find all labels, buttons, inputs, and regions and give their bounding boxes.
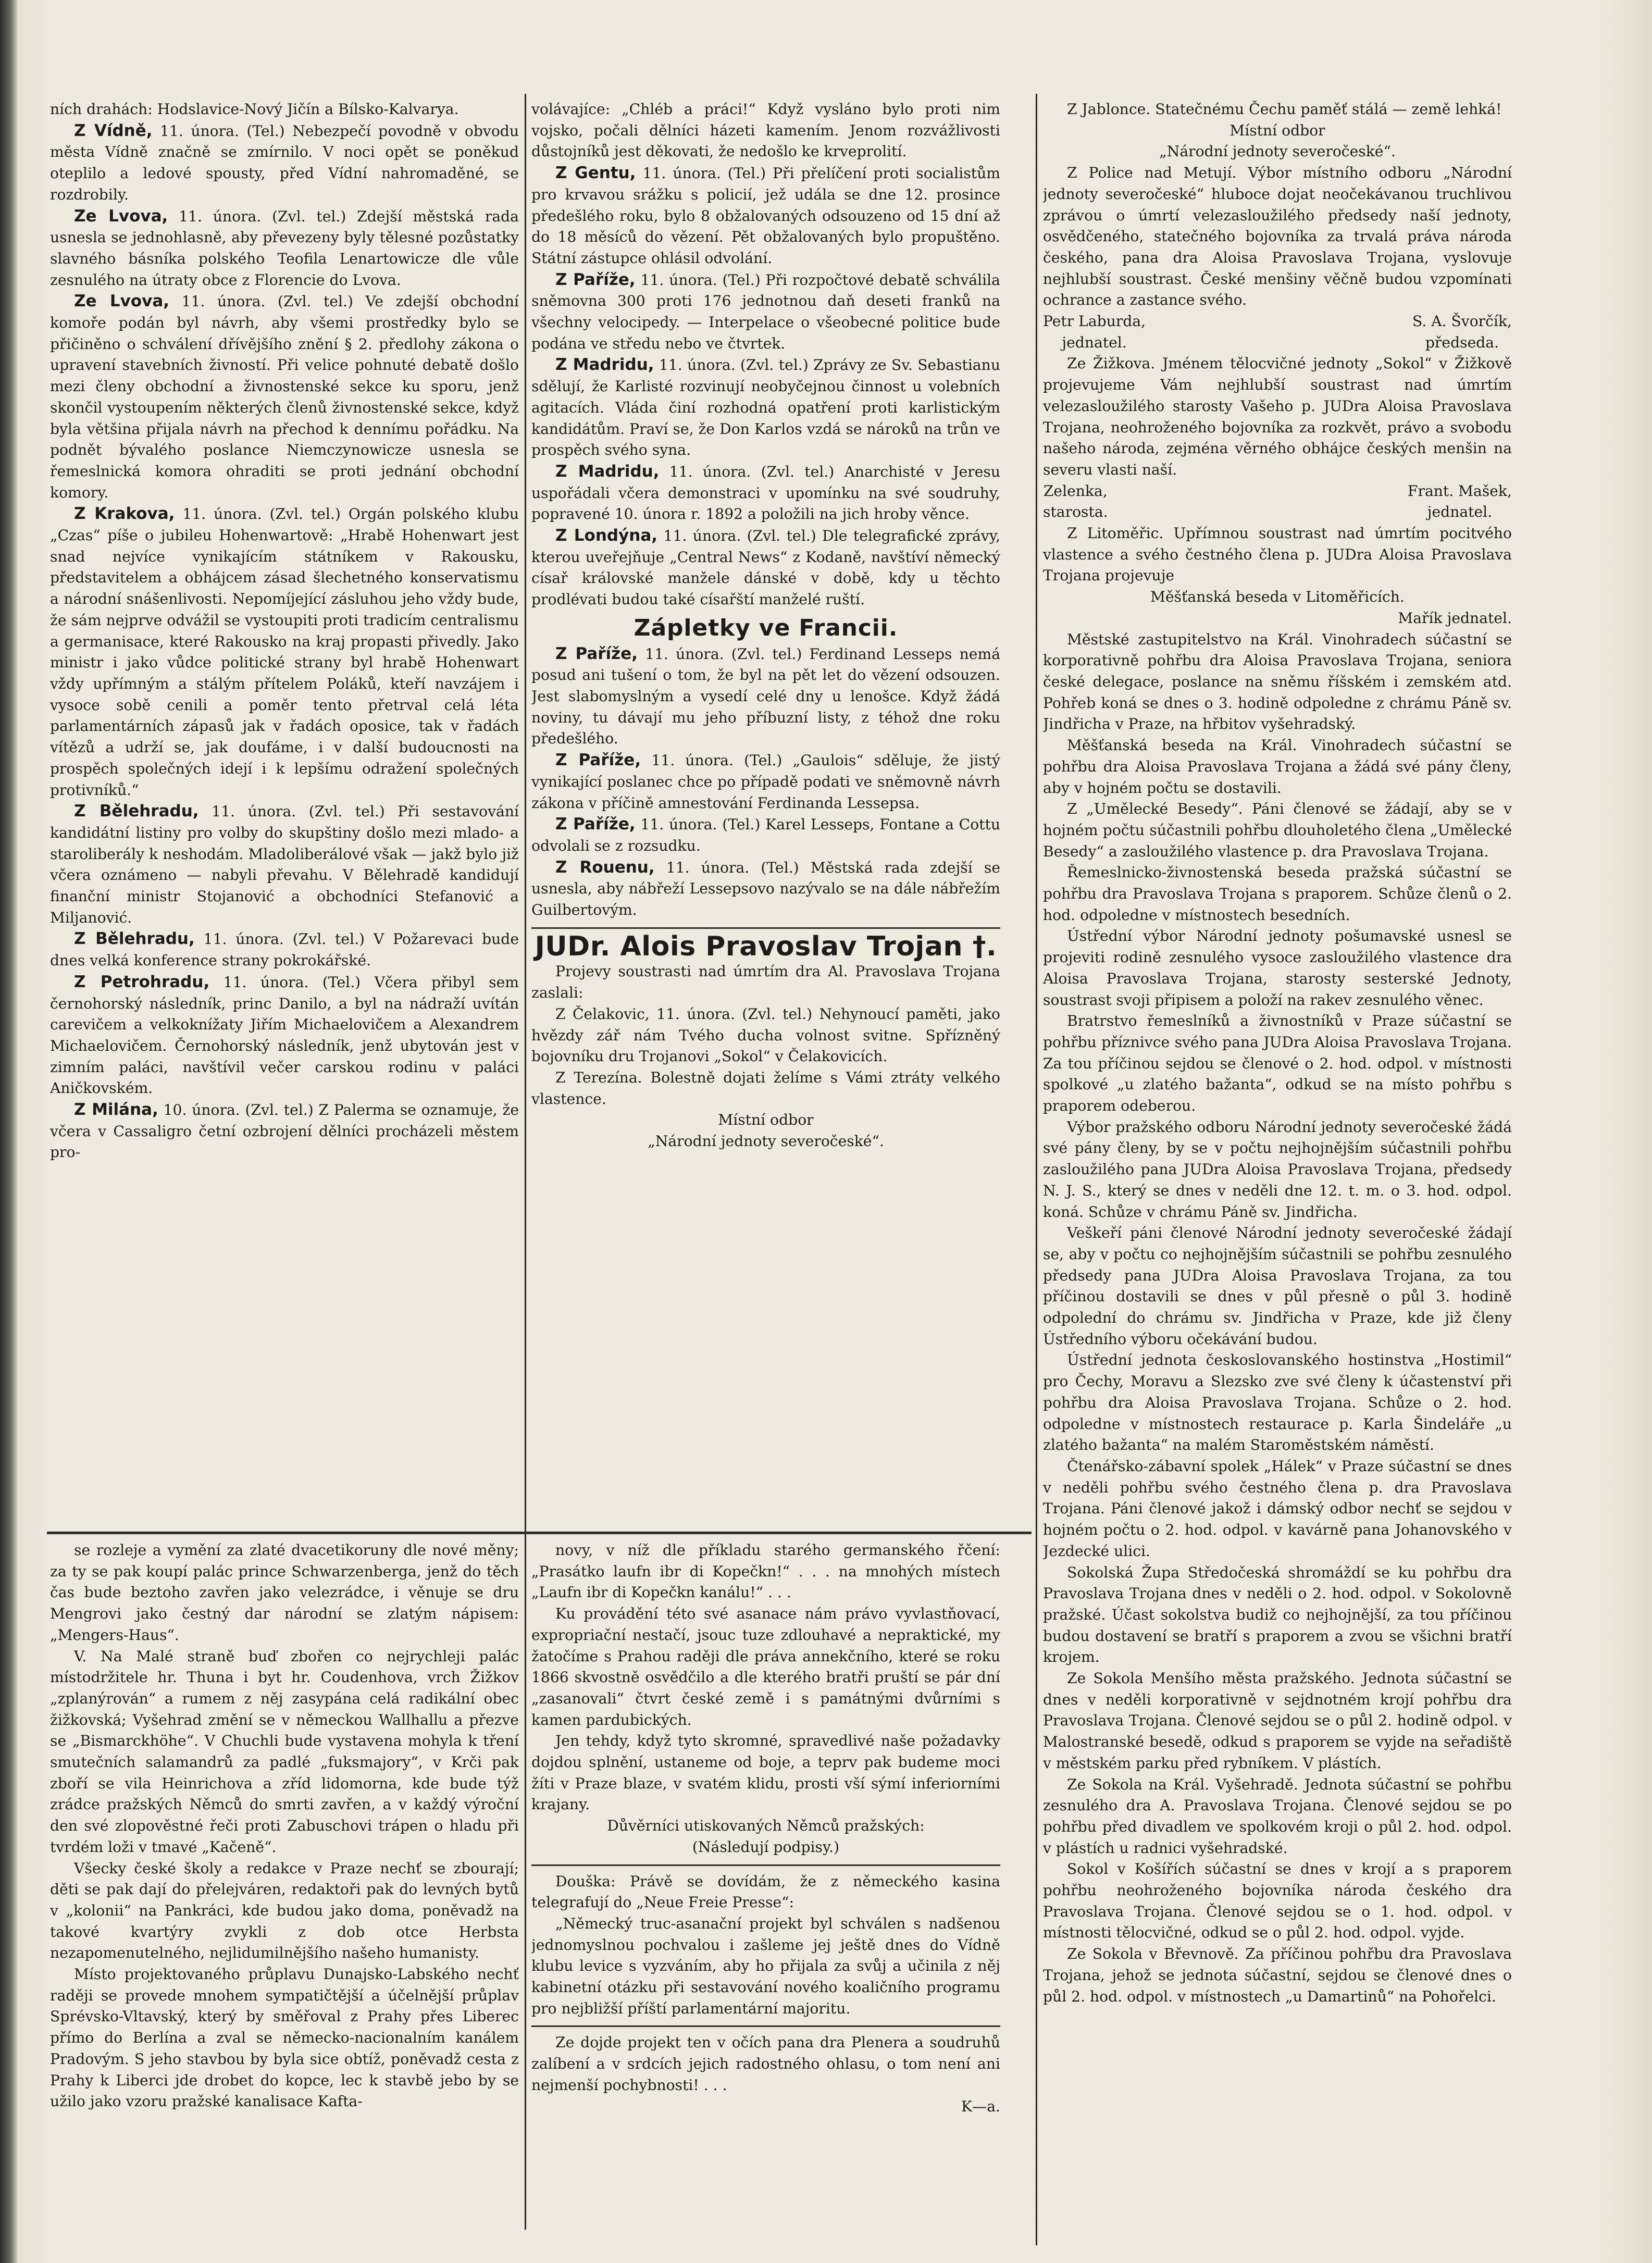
news-text: 11. února. (Zvl. tel.) Orgán polského klubu „Czas“ píše o jubileu Hohenwartově: „Hrabě Hohenwart jest snad nejvíce vynikajícím státníkem v Rakousku, představitelem a obhájcem zásad šlechetného konservatismu a národní snášenlivosti. Nepomíjející zásluhou jeho vždy bude, že sám nejprve odvážil se vystoupiti proti tradicím centralismu a germanisace, které Rakousko na kraj propasti přivedly. Jako ministr i jako vůdce politické strany byl hrabě Hohenwart vždy upřímným a stálým přítelem Poláků, kteří navzájem i vysoce sobě cenili a poměr tento přetrval celá léta parlamentárních zápasů jak v řadách oposice, tak v řadách vítězů a udrží se, jak doufáme, i v další budoucnosti na prospěch společných idejí i k lepšímu odražení společných protivníků.“	[50, 505, 519, 799]
signature-name: Zelenka,	[1043, 482, 1108, 500]
column-3	[1043, 99, 1512, 2250]
paragraph: Sokol v Košířích súčastní se dnes v krojí a s praporem pohřbu neohroženého bojovníka národa českého dra Pravoslava Trojana. Členové sejdou se o 1. hod. odpol. v místnosti tělocvičné, odkud se o půl 2. hod. odpol. vyjde.	[1043, 1860, 1512, 1942]
news-item	[531, 814, 1000, 856]
signature-title: jednatel.	[1062, 333, 1127, 351]
news-text: 11. února. (Tel.) „Gaulois“ sděluje, že jistý vynikající poslanec chce po případě podati ve sněmovně návrh zákona v příčině amnestování Ferdinanda Lessepsa.	[531, 752, 1000, 812]
paragraph: „Německý truc-asanační projekt byl schválen s nadšenou jednomyslnou pochvalou i zašleme jej ještě dnes do Vídně klubu levice s vyzváním, aby ho přijala za svůj a učinila z něj kabinetní otázku při sestavování nového koaličního programu pro nejbližší příští parlamentární majoritu.	[531, 1914, 1000, 2017]
dateline: Z Paříže,	[555, 815, 636, 834]
news-text: 11. února. (Zvl. tel.) Zprávy ze Sv. Sebastianu sdělují, že Karlisté rozvinují neobyčejnou činnost u volebních agitacích. Vláda činí rozhodná opatření proti karlistickým kandidátům. Praví se, že Don Karlos vzdá se nároků na trůn ve prospěch svého syna.	[531, 356, 1000, 459]
news-item	[50, 291, 519, 503]
news-item	[50, 206, 519, 291]
paragraph: Z Čelakovic, 11. února. (Zvl. tel.) Nehynoucí paměti, jako hvězdy zář nám Tvého ducha volnost svitne. Spřízněný bojovníku dru Trojanovi „Sokol“ v Čelakovicích.	[531, 1005, 1000, 1065]
news-item	[531, 750, 1000, 814]
news-text: 11. února. (Zvl. tel.) Ve zdejší obchodní komoře podán byl návrh, aby všemi prostředky bylo se přičiněno o schválení dřívějšího znění § 2. předlohy zákona o upravení stavebních živností. Při velice pohnuté debatě došlo mezi členy obchodní a živnostenské sekce ku sporu, jenž skončil vystoupením některých členů živnostenské sekce, když byla většina přijala návrh na přechod k dennímu pořádku. Na podnět bývalého poslance Niemczynowicze usnesla se řemeslnická komora ohraditi se proti jednání obchodní komory.	[50, 293, 519, 501]
news-item	[531, 461, 1000, 525]
signature-title: jednatel.	[1427, 503, 1493, 521]
paragraph: novy, v níž dle příkladu starého germanského řčení: „Prasátko laufn ibr di Kopečkn!“ . . . na mnohých místech „Laufn ibr di Kopečkn kanálu!“ . . .	[531, 1541, 1000, 1601]
news-item	[50, 972, 519, 1099]
news-text: 11. února. (Zvl. tel.) Anarchisté v Jeresu uspořádali včera demonstraci v upomínku na své soudruhy, popravené 10. února r. 1892 a položili na jich hroby věnce.	[531, 463, 1000, 523]
signature-right	[1412, 311, 1512, 353]
paragraph: Všecky české školy a redakce v Praze nechť se zbourají; děti se pak dají do přelejváren, redaktoři pak do levných bytů v „kolonii“ na Pankráci, kde budou jako doma, poněvadž na takové kvartýry zvykli z dob otce Herbsta nezapomenutelného, nejlidumilnějšího našeho humanisty.	[50, 1859, 519, 1962]
dateline: Z Bělehradu,	[74, 929, 195, 949]
signature: Měšťanská beseda v Litoměřicích.	[1150, 588, 1405, 606]
dateline: Ze Lvova,	[74, 292, 170, 311]
dateline: Z Paříže,	[555, 270, 636, 289]
signature-right	[1408, 481, 1512, 523]
paragraph: Ústřední výbor Národní jednoty pošumavské usnesl se projeviti rodině zesnulého vysoce zasloužilého vlastence dra Aloisa Pravoslava Trojana, starosty sesterské Jednoty, soustrast svoji připisem a položí na rakev zesnulého věnec.	[1043, 927, 1512, 1009]
divider	[531, 927, 1000, 929]
signature-name: S. A. Švorčík,	[1412, 313, 1512, 330]
paragraph: se rozleje a vymění za zlaté dvacetikoruny dle nové měny; za ty se pak koupí palác prince Schwarzenberga, jenž do těch čas bude beztoho zavřen jako velezrádce, i věnuje se dru Mengrovi jako čestný dar národní se zlatým nápisem: „Mengers-Haus“.	[50, 1541, 519, 1644]
paragraph: Ze Žižkova. Jménem tělocvičné jednoty „Sokol“ v Žižkově projevujeme Vám nejhlubší soustrast nad úmrtím velezasloužilého starosty Vašeho p. JUDra Aloisa Pravoslava Trojana, neohroženého bojovníka za rozkvět, právo a svobodu našeho národa, zejména věrného obhájce českých menšin na severu vlasti naší.	[1043, 355, 1512, 478]
news-item	[50, 1099, 519, 1163]
paragraph: Projevy soustrasti nad úmrtím dra Al. Pravoslava Trojana zaslali:	[531, 963, 1000, 1002]
paragraph: Místo projektovaného průplavu Dunajsko-Labského nechť raději se provede mnohem sympatičtější a účelnější průplav Sprévsko-Vltavský, který by směřoval z Prahy přes Liberec přímo do Berlína a zval se německo-nacionalním kanálem Pradovým. S jeho stavbou by byla sice obtíž, poněvadž cesta z Prahy k Liberci jde drobet do kopce, lec k stavbě jebo by se užilo jako vzoru pražské kanalisace Kafta-	[50, 1966, 519, 2110]
dateline: Z Madridu,	[555, 462, 660, 481]
paragraph: Z Litoměřic. Upřímnou soustrast nad úmrtím pocitvého vlastence a svého čestného člena p. JUDra Aloisa Pravoslava Trojana projevuje	[1043, 525, 1512, 585]
paragraph: Bratrstvo řemeslníků a živnostníků v Praze súčastní se pohřbu příznivce svého pana JUDra Aloisa Pravoslava Trojana. Za tou příčinou sejdou se členové o 2. hod. odpol. v místnosti spolkové „u zlatého bažanta“, odkud se na místo pohřbu s praporem odeberou.	[1043, 1012, 1512, 1115]
news-text: 11. února. (Zvl. tel.) Ferdinand Lesseps nemá posud ani tušení o tom, že byl na pět let do vězení odsouzen. Jest slabomyslným a vysedí celé dny u lenošce. Když žádá noviny, tu dávají mu jeho příbuzní listy, z téhož dne roku předešlého.	[531, 645, 1000, 748]
news-item	[531, 525, 1000, 611]
paragraph: Ze dojde projekt ten v očích pana dra Plenera a soudruhů zalíbení a v srdcích jejich radostného ohlasu, o tom není ani nejmenší pochybnosti! . . .	[531, 2034, 1000, 2094]
dateline: Z Madridu,	[555, 355, 654, 375]
news-item	[531, 643, 1000, 750]
paragraph: Veškeří páni členové Národní jednoty severočeské žádají se, aby v počtu co nejhojnějším súčastnili se pohřbu zesnulého předsedy pana JUDra Aloisa Pravoslava Trojana, za tou příčinou dostavili se dnes v půl přesně o půl 3. hodině odpolední do chrámu sv. Jindřicha v Praze, kde již členy Ústředního výboru očekávání budou.	[1043, 1224, 1512, 1348]
dateline: Z Vídně,	[74, 121, 153, 140]
scan-binding-edge	[0, 0, 18, 2263]
paragraph: Ku provádění této své asanace nám právo vyvlastňovací, expropriační nestačí, jsouc tuze zdlouhavé a nepraktické, my žatočíme s Prahou raději dle práva annekčního, které se roku 1866 skvostně osvědčilo a dle kterého bratři pruští se pár dní „zasanovali“ čtvrt české země i s památnými dvůrními s kamen pardubických.	[531, 1605, 1000, 1729]
signature: Mařík jednatel.	[1398, 609, 1512, 627]
paragraph: Měšťanská beseda na Král. Vinohradech súčastní se pohřbu dra Aloisa Pravoslava Trojana a žádá své pány členy, aby v hojném počtu se dostavili.	[1043, 737, 1512, 797]
paragraph: ních drahách: Hodslavice-Nový Jičín a Bílsko-Kalvarya.	[50, 101, 459, 118]
divider	[531, 1864, 1000, 1866]
dateline: Z Rouenu,	[555, 857, 655, 877]
signature: Důvěrníci utiskovaných Němců pražských:	[607, 1817, 925, 1835]
dateline: Z Londýna,	[555, 526, 658, 545]
section-heading: Zápletky ve Francii.	[634, 614, 898, 641]
news-text: 11. února. (Tel.) Při rozpočtové debatě schválila sněmovna 300 proti 176 jednotnou daň deseti franků na všechny velocipedy. — Interpelace o všeobecné politice bude podána ve středu nebo ve čtvrtek.	[531, 271, 1000, 352]
news-item	[50, 503, 519, 801]
dateline: Z Gentu,	[555, 164, 636, 183]
paragraph: Ústřední jednota českoslovanského hostinstva „Hostimil“ pro Čechy, Moravu a Slezsko zve své členy k účastenství při pohřbu dra Aloisa Pravoslava Trojana. Schůze o 2. hod. odpoledne v místnostech restaurace p. Karla Šindeláře „u zlatého bažanta“ na malém Staroměstském náměstí.	[1043, 1351, 1512, 1454]
signature: „Národní jednoty severočeské“.	[1159, 143, 1396, 160]
signature-title: předseda.	[1425, 333, 1499, 351]
signature: (Následují podpisy.)	[692, 1838, 840, 1856]
paragraph: Sokolská Župa Středočeská shromáždí se ku pohřbu dra Pravoslava Trojana dnes v neděli o 2. hod. odpol. v Sokolovně pražské. Účast sokolstva budiž co nejhojnější, za tou příčinou budou dostavení se bratří s praporem a zvou se všichni bratří krojem.	[1043, 1563, 1512, 1666]
dateline: Z Paříže,	[555, 644, 638, 663]
paragraph: Městské zastupitelstvo na Král. Vinohradech súčastní se korporativně pohřbu dra Aloisa Pravoslava Trojana, seniora české delegace, poslance na sněmu říšském i zemském atd. Pohřeb koná se dnes o 3. hodině odpoledne z chrámu Páně sv. Jindřicha v Praze, na hřbitov vyšehradský.	[1043, 630, 1512, 733]
news-item	[531, 857, 1000, 921]
news-text: 11. února. (Tel.) Karel Lesseps, Fontane a Cottu odvolali se z rozsudku.	[531, 816, 1000, 854]
news-text: 11. února. (Zvl. tel.) Při sestavování kandidátní listiny pro volby do skupštiny došlo mezi mlado- a staroliberály k neshodám. Mladoliberálové však — jakž bylo již včera oznámeno — nabyli převahu. V Bělehradě kandidují finanční ministr Stojanović a obchodníci Stefanović a Miljanović.	[50, 803, 519, 926]
news-item	[50, 120, 519, 206]
paragraph: Douška: Právě se dovídám, že z německého kasina telegrafují do „Neue Freie Presse“:	[531, 1872, 1000, 1911]
paragraph: Výbor pražského odboru Národní jednoty severočeské žádá své pány členy, by se v počtu nejhojnějším súčastnili pohřbu zasloužilého pana JUDra Aloisa Pravoslava Trojana, předsedy N. J. S., který se dnes v neděli dne 12. t. m. o 3. hod. odpol. koná. Schůze v chrámu Páně sv. Jindřicha.	[1043, 1118, 1512, 1221]
column-rule	[525, 94, 526, 2230]
paragraph: Čtenářsko-zábavní spolek „Hálek“ v Praze súčastní se dnes v neděli pohřbu svého čestného člena p. dra Pravoslava Trojana. Páni členové jakož i dámský odbor nechť se sejdou v hojném počtu o 2. hod. odpol. v kavárně pana Johanovského v Jezdecké ulici.	[1043, 1458, 1512, 1560]
paragraph: Řemeslnicko-živnostenská beseda pražská súčastní se pohřbu dra Pravoslava Trojana s praporem. Schůze členů o 2. hod. odpoledne v místnostech besedních.	[1043, 864, 1512, 924]
signature-left	[1043, 481, 1108, 523]
news-item	[531, 163, 1000, 269]
news-item	[50, 928, 519, 971]
section-heading: JUDr. Alois Pravoslav Trojan †.	[535, 930, 997, 962]
paragraph: V. Na Malé straně buď zbořen co nejrychleji palác místodržitele hr. Thuna i byt hr. Coudenhova, vrch Žižkov „zplanýrován“ a rumem z něj zasypána celá radikální obec žižkovská; Vyšehrad změní se v německou Wallhallu a přezve se „Bismarckhöhe“. V Chuchli bude vystavena mohyla k tření smutečních salamandrů za padlé „fuksmajory“, v Krči pak zboří se vila Heinrichova a zříd lidomorna, kde bude týž zrádce pražských Němců do smrti zavřen, a v každý výroční den své zlopověstné řeči proti Zabuschovi trápen o hladu při tvrdém loži v tmavé „Kačeně“.	[50, 1647, 519, 1856]
feuilleton-column-1	[50, 1540, 519, 2228]
dateline: Z Bělehradu,	[74, 802, 199, 821]
signature: Místní odbor	[718, 1111, 814, 1129]
news-item	[531, 354, 1000, 461]
news-text: 11. února. (Zvl. tel.) V Požarevaci bude dnes velká konference strany pokrokářské.	[50, 930, 519, 969]
news-item	[531, 269, 1000, 355]
signature-name: Frant. Mašek,	[1407, 482, 1512, 500]
paragraph: Ze Sokola v Břevnově. Za příčinou pohřbu dra Pravoslava Trojana, jehož se jednota súčastní, sejdou se členové dnes o půl 2. hod. odpol. v místnostech „u Damartinů“ na Pohořelci.	[1043, 1945, 1512, 2005]
news-text: 11. února. (Tel.) Při přelíčení proti socialistům pro krvavou srážku s policií, jež udála se dne 12. prosince předešlého roku, bylo 8 obžalovaných odsouzeno od 15 dní až do 18 měsíců do vězení. Pět obžalovaných bylo propuštěno. Státní zástupce ohlásil odvolání.	[531, 165, 1000, 267]
paragraph: Ze Sokola Menšího města pražského. Jednota súčastní se dnes v neděli korporativně v sejdnotném krojí pohřbu dra Pravoslava Trojana. Členové sejdou se o půl 2. hodině odpol. v Malostranské besedě, odkud s praporem se vyjde na seřadiště v městském parku před rybníkem. V plástích.	[1043, 1670, 1512, 1772]
paragraph: Jen tehdy, když tyto skromné, spravedlivé naše požadavky dojdou splnění, ustaneme od boje, a teprv pak budeme moci žíti v Praze blaze, v svatém klidu, prosti vší sýmí inferiorními krajany.	[531, 1732, 1000, 1813]
paragraph: Z „Umělecké Besedy“. Páni členové se žádají, aby se v hojném počtu súčastnili pohřbu dlouholetého člena „Umělecké Besedy“ a zasloužilého vlastence p. dra Pravoslava Trojana.	[1043, 800, 1512, 860]
signature: Místní odbor	[1229, 121, 1325, 139]
news-item	[50, 801, 519, 928]
paragraph: Z Jablonce. Statečnému Čechu paměť stálá — země lehká!	[1067, 101, 1502, 118]
news-text: 11. února. (Tel.) Nebezpečí povodně v obvodu města Vídně značně se zmírnilo. V noci opět se poněkud oteplilo a ledové spousty, před Vídní nahromaděné, se rozdrobily.	[50, 122, 519, 203]
paragraph: Z Terezína. Bolestně dojati želíme s Vámi ztráty velkého vlastence.	[531, 1068, 1000, 1108]
dateline: Z Krakova,	[74, 504, 175, 524]
dateline: Z Petrohradu,	[74, 972, 210, 991]
signature: „Národní jednoty severočeské“.	[648, 1133, 884, 1150]
news-text: 11. února. (Zvl. tel.) Dle telegrafické zprávy, kterou uveřejňuje „Central News“ z Kodaně, navštíví německý císař královské manžele dánské v době, kdy u těchto prodlévati budou také císařští manželé ruští.	[531, 527, 1000, 608]
divider	[531, 2025, 1000, 2027]
paragraph: Z Police nad Metují. Výbor místního odboru „Národní jednoty severočeské“ hluboce dojat neočekávanou truchlivou zprávou o úmrtí velezasloužilého předsedy naší jednoty, osvědčeného, statečného bojovníka za trvalá práva národa českého, pana dra Aloisa Pravoslava Trojana, vyslovuje nejhlubší soustrast. České menšiny věčně budou vzpomínati ochrance a zastance svého.	[1043, 164, 1512, 309]
paragraph: volávajíce: „Chléb a práci!“ Když vysláno bylo proti nim vojsko, počali dělníci házeti kamením. Jenom rozvážlivosti důstojníků jest děkovati, že nedošlo ke krveprolití.	[531, 101, 1000, 160]
signature: K—a.	[961, 2097, 1000, 2115]
dateline: Z Paříže,	[555, 751, 641, 770]
column-rule	[1036, 94, 1037, 2245]
paragraph: Ze Sokola na Král. Vyšehradě. Jednota súčastní se pohřbu zesnulého dra A. Pravoslava Trojana. Členové sejdou se po pohřbu před divadlem ve spolkovém kroji o půl 2. hod. odpol. v plástích u radnici vyšehradské.	[1043, 1775, 1512, 1857]
signature-title: starosta.	[1043, 503, 1108, 521]
signature-left	[1043, 311, 1146, 353]
news-text: 11. února. (Tel.) Včera přibyl sem černohorský následník, princ Danilo, a byl na nádraží uvítán carevičem a velkoknížaty Jiřím Michaelovičem a Alexandrem Michaelovičem. Černohorský následník, jenž ubytován jest v zimním paláci, navštívil večer carskou rodinu v paláci Aničkovském.	[50, 973, 519, 1097]
feuilleton-column-2	[531, 1540, 1000, 2228]
signature-row	[1043, 481, 1512, 523]
signature-name: Petr Laburda,	[1043, 313, 1146, 330]
news-text: 10. února. (Zvl. tel.) Z Palerma se oznamuje, že včera v Cassaligro četní ozbrojení dělníci procházeli městem pro-	[50, 1101, 519, 1161]
news-text: 11. února. (Zvl. tel.) Zdejší městská rada usnesla se jednohlasně, aby převezeny byly tělesné pozůstatky slavného básníka polského Teofila Lenartowicze dle vůle zesnulého na útraty obce z Florencie do Lvova.	[50, 207, 519, 289]
dateline: Ze Lvova,	[74, 206, 168, 226]
feuilleton-rule	[47, 1532, 1032, 1534]
signature-row	[1043, 311, 1512, 353]
column-2	[531, 99, 1000, 1521]
dateline: Z Milána,	[74, 1100, 158, 1120]
news-text: 11. února. (Tel.) Městská rada zdejší se usnesla, aby nábřeží Lessepsovo nazývalo se na dále nábřežím Guilbertovým.	[531, 859, 1000, 919]
column-1	[50, 99, 519, 1521]
